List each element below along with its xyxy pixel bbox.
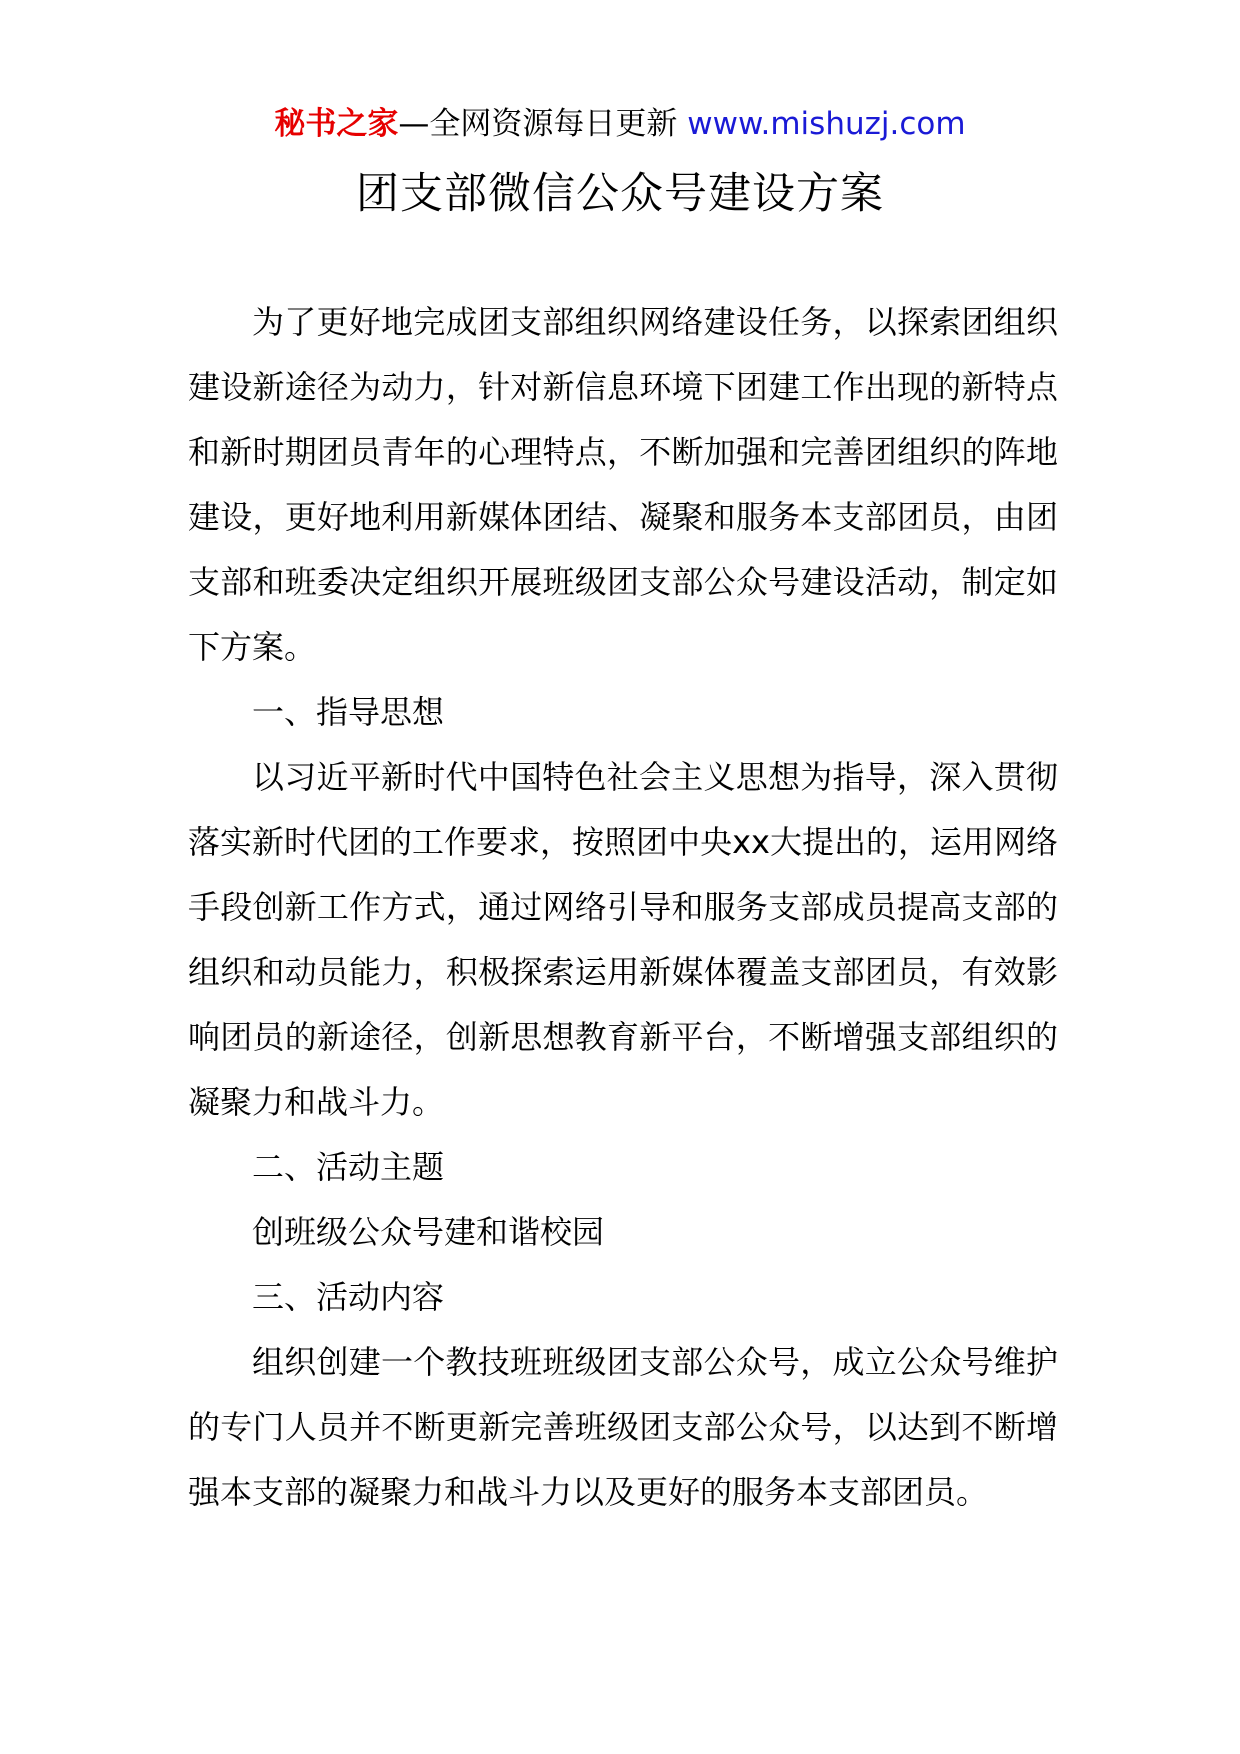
activity-theme-paragraph: 创班级公众号建和谐校园: [252, 1213, 605, 1251]
section-heading-activity-theme: 二、活动主题: [252, 1148, 445, 1186]
brand-name: 秘书之家: [274, 106, 399, 142]
intro-paragraph: 为了更好地完成团支部组织网络建设任务，以探索团组织建设新途径为动力，针对新信息环境下团建工作出现的新特点和新时期团员青年的心理特点，不断加强和完善团组织的阵地建设，更好地利用新媒体团结、凝聚和服务本支部团员，由团支部和班委决定组织开展班级团支部公众号建设活动，制定如下方案。: [188, 303, 1058, 666]
guiding-ideology-paragraph: 以习近平新时代中国特色社会主义思想为指导，深入贯彻落实新时代团的工作要求，按照团中央xx大提出的，运用网络手段创新工作方式，通过网络引导和服务支部成员提高支部的组织和动员能力，积极探索运用新媒体覆盖支部团员，有效影响团员的新途径，创新思想教育新平台，不断增强支部组织的凝聚力和战斗力。: [188, 758, 1058, 1121]
site-header: [0, 102, 1240, 146]
section-heading-activity-content: 三、活动内容: [252, 1278, 445, 1316]
document-body: [188, 290, 1058, 1525]
site-url: www.mishuzj.com: [687, 106, 966, 142]
header-tagline: —全网资源每日更新: [398, 106, 678, 142]
document-title: 团支部微信公众号建设方案: [356, 169, 884, 219]
activity-content-paragraph: 组织创建一个教技班班级团支部公众号，成立公众号维护的专门人员并不断更新完善班级团支部公众号，以达到不断增强本支部的凝聚力和战斗力以及更好的服务本支部团员。: [188, 1343, 1058, 1511]
section-heading-guiding-ideology: 一、指导思想: [252, 693, 445, 731]
